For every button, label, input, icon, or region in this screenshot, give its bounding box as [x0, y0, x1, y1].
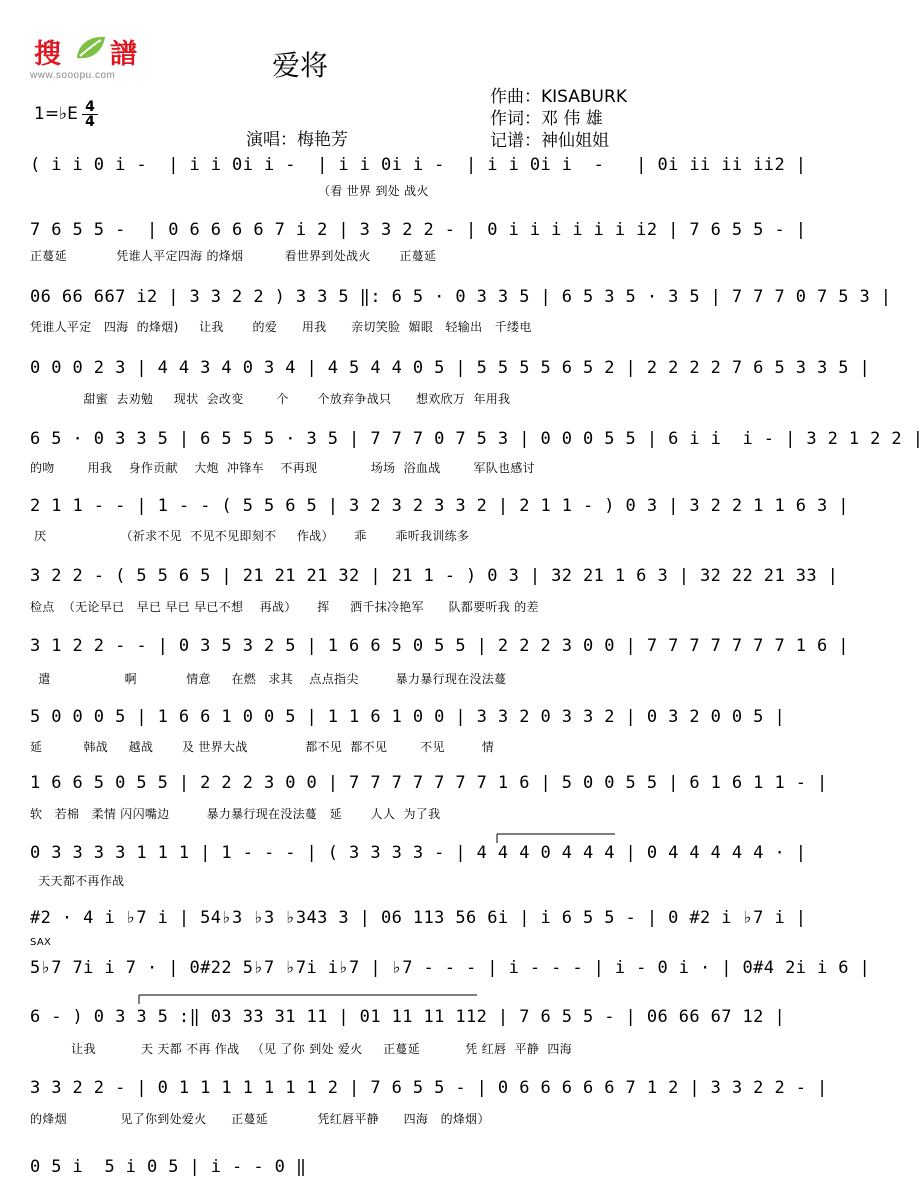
logo-url: www.sooopu.com — [30, 70, 116, 81]
lyric-line-4: 甜蜜 去劝勉 现状 会改变 个 个放弃争战只 想欢欣万 年用我 — [30, 392, 511, 406]
score-line-8: 3 1 2 2 - - | 0 3 5 3 2 5 | 1 6 6 5 0 5 5 | 2 2 2 3 0 0 | 7 7 7 7 7 7 7 1 6 | — [30, 636, 849, 656]
score-line-12: #2 · 4 i ♭7 i | 54♭3 ♭3 ♭343 3 | 06 113 56 6i | i 6 5 5 - | 0 #2 i ♭7 i | — [30, 908, 807, 928]
song-title: 爱将 — [272, 49, 329, 82]
sooopu-logo — [30, 28, 160, 84]
singer-credit: 演唱：梅艳芳 — [246, 130, 348, 150]
score-line-10: 1 6 6 5 0 5 5 | 2 2 2 3 0 0 | 7 7 7 7 7 7 7 1 6 | 5 0 0 5 5 | 6 1 6 1 1 - | — [30, 773, 828, 793]
lyric-line-1: （看 世界 到处 战火 — [30, 184, 429, 198]
lyric-line-5: 的吻 用我 身作贡献 大炮 冲锋车 不再现 场场 浴血战 军队也感讨 — [30, 461, 535, 475]
lyricist-credit: 作词：邓 伟 雄 — [490, 109, 603, 129]
key-signature: 1=♭E — [34, 104, 78, 124]
score-line-9: 5 0 0 0 5 | 1 6 6 1 0 0 5 | 1 1 6 1 0 0 | 3 3 2 0 3 3 2 | 0 3 2 0 0 5 | — [30, 707, 786, 727]
score-line-1: ( i i 0 i - | i i 0i i - | i i 0i i - | i i 0i i - | 0i ii ii ii2 | — [30, 155, 807, 175]
logo-char-right: 譜 — [110, 39, 137, 70]
leaf-icon — [74, 34, 108, 62]
lyric-line-15: 的烽烟 见了你到处爱火 正蔓延 凭红唇平静 四海 的烽烟） — [30, 1112, 490, 1126]
score-line-11: 0 3 3 3 3 1 1 1 | 1 - - - | ( 3 3 3 3 - | 4 4 4 0 4 4 4 | 0 4 4 4 4 4 · | — [30, 843, 807, 863]
score-line-15: 3 3 2 2 - | 0 1 1 1 1 1 1 1 2 | 7 6 5 5 - | 0 6 6 6 6 6 7 1 2 | 3 3 2 2 - | — [30, 1078, 828, 1098]
lyric-line-3: 凭谁人平定 四海 的烽烟) 让我 的爱 用我 亲切笑脸 媚眼 轻输出 千缕电 — [30, 320, 532, 334]
time-numerator: 4 — [82, 100, 98, 115]
score-line-14: 6 - ) 0 3 3 5 :‖ 03 33 31 11 | 01 11 11 112 | 7 6 5 5 - | 06 66 67 12 | — [30, 1007, 786, 1027]
score-line-13: 5♭7 7i i 7 · | 0#22 5♭7 ♭7i i♭7 | ♭7 - - - | i - - - | i - 0 i · | 0#4 2i i 6 | — [30, 958, 871, 978]
lyric-line-6: 厌 （祈求不见 不见不见即刻不 作战） 乖 乖听我训练多 — [30, 529, 470, 543]
score-line-4: 0 0 0 2 3 | 4 4 3 4 0 3 4 | 4 5 4 4 0 5 | 5 5 5 5 6 5 2 | 2 2 2 2 7 6 5 3 3 5 | — [30, 358, 871, 378]
lyric-line-9: 延 韩战 越战 及 世界大战 都不见 都不见 不见 情 — [30, 740, 495, 754]
composer-credit: 作曲：KISABURK — [490, 87, 627, 107]
lyric-line-14: 让我 天 天都 不再 作战 （见 了你 到处 爱火 正蔓延 凭 红唇 平静 四海 — [30, 1042, 572, 1056]
lyric-line-2: 正蔓延 凭谁人平定四海 的烽烟 看世界到处战火 正蔓延 — [30, 249, 437, 263]
lyric-line-11: 天天都不再作战 — [30, 874, 125, 888]
transcriber-credit: 记谱：神仙姐姐 — [490, 131, 609, 151]
lyric-line-8: 遣 啊 情意 在燃 求其 点点指尖 暴力暴行现在没法蔓 — [30, 672, 507, 686]
lyric-line-7: 检点 （无论早已 早已 早已 早已不想 再战） 挥 洒千抹冷艳军 队都要听我 的差 — [30, 600, 539, 614]
lyric-line-12: SAX — [30, 937, 52, 948]
logo-char-left: 搜 — [34, 39, 61, 70]
lyric-line-10: 软 若棉 柔情 闪闪嘴边 暴力暴行现在没法蔓 延 人人 为了我 — [30, 807, 441, 821]
score-line-16: 0 5 i 5 i 0 5 | i - - 0 ‖ — [30, 1157, 307, 1177]
score-line-7: 3 2 2 - ( 5 5 6 5 | 21 21 21 32 | 21 1 - ) 0 3 | 32 21 1 6 3 | 32 22 21 33 | — [30, 566, 839, 586]
time-signature — [82, 100, 98, 129]
time-denominator: 4 — [85, 114, 95, 130]
score-line-2: 7 6 5 5 - | 0 6 6 6 6 7 i 2 | 3 3 2 2 - | 0 i i i i i i i2 | 7 6 5 5 - | — [30, 220, 807, 240]
score-line-3: 06 66 667 i2 | 3 3 2 2 ) 3 3 5 ‖: 6 5 · 0 3 3 5 | 6 5 3 5 · 3 5 | 7 7 7 0 7 5 3 | — [30, 287, 892, 307]
volta-bracket-2 — [138, 993, 478, 1005]
score-line-5: 6 5 · 0 3 3 5 | 6 5 5 5 · 3 5 | 7 7 7 0 7 5 3 | 0 0 0 5 5 | 6 i i i - | 3 2 1 2 2 | — [30, 429, 923, 449]
score-line-6: 2 1 1 - - | 1 - - ( 5 5 6 5 | 3 2 3 2 3 3 2 | 2 1 1 - ) 0 3 | 3 2 2 1 1 6 3 | — [30, 496, 849, 516]
volta-bracket-1 — [496, 832, 616, 844]
